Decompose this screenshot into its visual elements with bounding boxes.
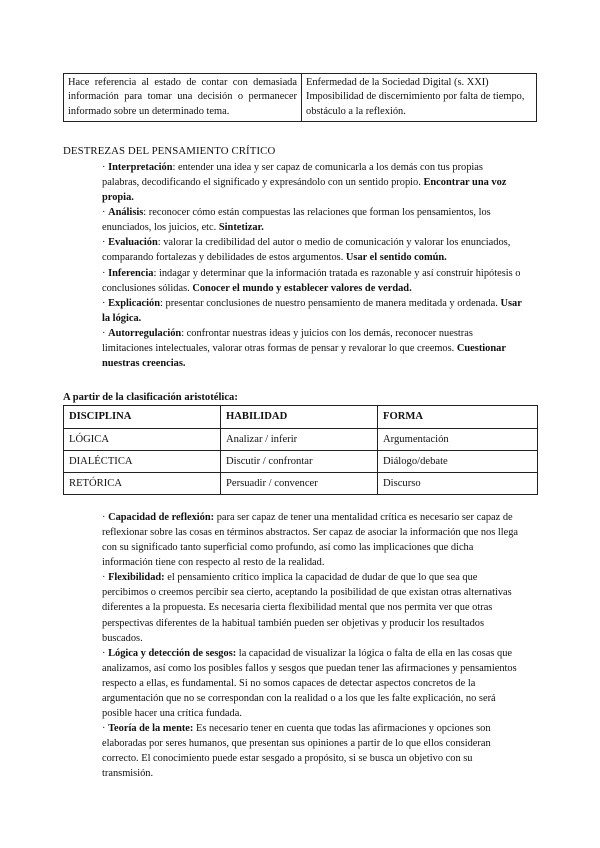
classification-table [63,405,538,495]
skill-emphasis: Usar el sentido común. [345,252,447,264]
skill-term: Interpretación [108,162,173,173]
table-row [64,451,538,473]
definition-row [64,74,537,122]
quality-text: Es necesario tener en cuenta que todas las afirmaciones y opciones son elaboradas por seres humanos, que presentan sus opiniones a partir de lo que ellos consideran correcto. El conocimiento puede estar sesgado a propósito, si se busca un objetivo con su transmisión. [102,723,491,780]
bullet: · [102,723,109,735]
bullet: · [102,572,109,584]
bullet: · [102,327,109,339]
table-header-row [64,406,538,429]
context-cell [302,74,537,122]
bullet: · [102,207,109,219]
qualities-list [102,510,522,781]
skill-text: : reconocer cómo están compuestas las relaciones que forman los pensamientos, los enunciados, los juicios, etc. [102,207,491,234]
context-line-1: Enfermedad de la Sociedad Digital (s. XXI) [306,77,489,88]
table-cell: RETÓRICA [64,473,221,495]
bullet: · [102,512,109,523]
skill-term: Autorregulación [108,327,182,339]
skill-item [102,205,522,235]
classification-heading: A partir de la clasificación aristotélica: [63,392,238,403]
skill-text: : entender una idea y ser capaz de comunicarla a los demás con tus propias palabras, decodificando el significado y expresándolo con un sentido propio. [102,162,483,189]
table-cell: Analizar / inferir [221,429,378,451]
table-row [64,429,538,451]
bullet: · [102,162,109,173]
quality-text: para ser capaz de tener una mentalidad crítica es necesario ser capaz de reflexionar sobre las cosas en términos abstractos. Ser capaz de asociar la información que nos llega con su significado tanto superficial como profundo, así como las implicaciones que dicha información tiene con respecto al resto de la realidad. [102,512,519,569]
definition-cell: Hace referencia al estado de contar con demasiada información para tomar una decisión o permanecer informado sobre un determinado tema. [64,74,302,122]
skill-text: : presentar conclusiones de nuestro pensamiento de manera meditada y ordenada. [160,297,501,309]
quality-term: Lógica y detección de sesgos: [108,647,237,659]
skill-emphasis: Encontrar una voz propia. [102,177,507,204]
skill-term: Inferencia [108,267,154,279]
quality-term: Capacidad de reflexión: [108,512,215,523]
skill-item [102,160,522,205]
skill-text: : confrontar nuestras ideas y juicios con los demás, reconocer nuestras limitaciones intelectuales, valorar otras formas de pensar y revalorar lo que creemos. [102,327,473,354]
definition-table [63,73,537,122]
quality-item [102,646,522,721]
skill-emphasis: Usar la lógica. [102,297,522,324]
skill-text: : indagar y determinar que la información tratada es razonable y así construir hipótesis o conclusiones sólidas. [102,267,521,294]
quality-text: el pensamiento crítico implica la capacidad de dudar de que lo que sea que percibimos o creemos percibir sea cierto, aceptando la posibilidad de que existan otras alternativas diferentes a la propuesta. Es necesaria cierta flexibilidad mental que nos permita ver que otras perspectivas diferentes de la habitual también pueden ser objetivas y producir los resultados buscados. [102,572,512,644]
column-header: FORMA [378,406,538,429]
quality-term: Flexibilidad: [108,572,165,584]
table-row [64,473,538,495]
skill-emphasis: Cuestionar nuestras creencias. [102,342,506,370]
quality-item [102,570,522,645]
skill-term: Análisis [108,207,144,219]
skill-item [102,266,522,296]
column-header: DISCIPLINA [64,406,221,429]
table-cell: LÓGICA [64,429,221,451]
quality-text: la capacidad de visualizar la lógica o falta de ella en las cosas que analizamos, así como los posibles fallos y sesgos que puedan tener las afirmaciones y pensamientos respecto a ellas, es fundamental. Si no somos capaces de detectar aspectos concretos de la argumentación que no se correspondan con la realidad o a los que les falte explicación, no será posible hacer una crítica fundada. [102,647,517,720]
skill-item [102,326,522,371]
column-header: HABILIDAD [221,406,378,429]
bullet: · [102,647,109,659]
bullet: · [102,297,109,309]
skill-item [102,235,522,265]
skill-item [102,296,522,326]
table-cell: Discurso [378,473,538,495]
skills-list [102,160,522,371]
table-cell: Discutir / confrontar [221,451,378,473]
bullet: · [102,267,109,279]
context-line-2: Imposibilidad de discernimiento por falta de tiempo, obstáculo a la reflexión. [306,91,525,117]
section-heading: DESTREZAS DEL PENSAMIENTO CRÍTICO [63,145,276,157]
skill-text: : valorar la credibilidad del autor o medio de comunicación y valorar los enunciados, comparando fortalezas y debilidades de estos argumentos. [102,237,511,264]
quality-term: Teoría de la mente: [108,723,194,735]
skill-term: Evaluación [108,237,158,249]
table-cell: Persuadir / convencer [221,473,378,495]
skill-emphasis: Sintetizar. [218,222,264,234]
table-cell: Argumentación [378,429,538,451]
table-cell: DIALÉCTICA [64,451,221,473]
bullet: · [102,237,109,249]
skill-term: Explicación [108,297,161,309]
quality-item [102,721,522,781]
quality-item [102,510,522,570]
table-cell: Diálogo/debate [378,451,538,473]
skill-emphasis: Conocer el mundo y establecer valores de verdad. [192,282,412,294]
